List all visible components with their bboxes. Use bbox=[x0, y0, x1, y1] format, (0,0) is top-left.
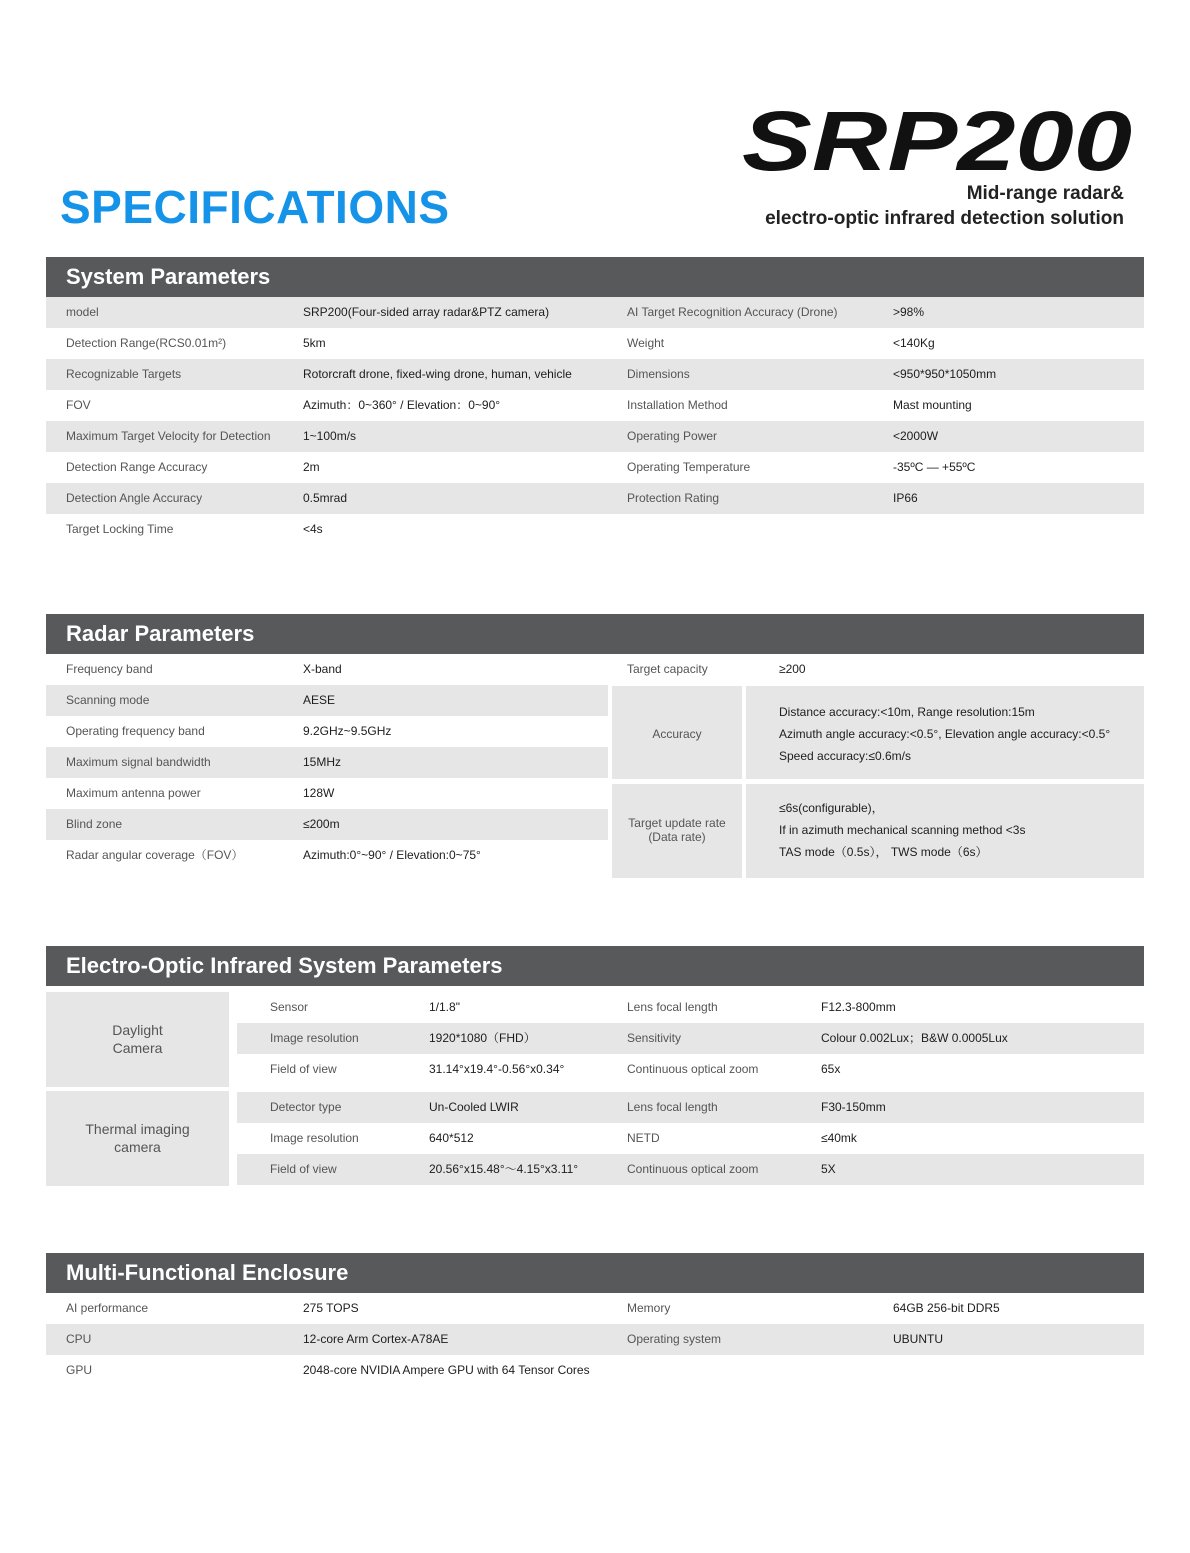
spec-value: 1~100m/s bbox=[303, 429, 357, 443]
spec-row bbox=[46, 809, 608, 840]
spec-value: ≤40mk bbox=[821, 1131, 857, 1145]
spec-value: 31.14°x19.4°-0.56°x0.34° bbox=[429, 1062, 565, 1076]
section-title: Radar Parameters bbox=[46, 614, 1144, 654]
spec-value: 15MHz bbox=[303, 755, 342, 769]
spec-label: Maximum Target Velocity for Detection bbox=[66, 429, 271, 443]
section-title: Electro-Optic Infrared System Parameters bbox=[46, 946, 1144, 986]
spec-label: Maximum signal bandwidth bbox=[66, 755, 211, 769]
spec-label: Detection Range(RCS0.01m²) bbox=[66, 336, 227, 350]
spec-label: Operating Temperature bbox=[627, 460, 751, 474]
spec-row bbox=[237, 1123, 1144, 1154]
spec-label: GPU bbox=[66, 1363, 93, 1377]
spec-value: 2048-core NVIDIA Ampere GPU with 64 Tensor Cores bbox=[303, 1363, 590, 1377]
spec-row bbox=[46, 359, 1144, 390]
spec-value: 12-core Arm Cortex-A78AE bbox=[303, 1332, 449, 1346]
spec-value: 1/1.8" bbox=[429, 1000, 460, 1014]
spec-value: X-band bbox=[303, 662, 342, 676]
thermal-camera-cell bbox=[46, 1091, 229, 1186]
thermal-camera-name: camera bbox=[114, 1139, 161, 1155]
spec-label: Dimensions bbox=[627, 367, 690, 381]
accuracy-label-cell bbox=[612, 686, 742, 779]
spec-value: Colour 0.002Lux；B&W 0.0005Lux bbox=[821, 1031, 1008, 1045]
spec-value: Azimuth：0~360° / Elevation：0~90° bbox=[303, 398, 501, 412]
update-rate-line: TAS mode（0.5s）， TWS mode（6s） bbox=[779, 845, 988, 859]
accuracy-line: Distance accuracy:<10m, Range resolution:15m bbox=[779, 705, 1035, 719]
spec-label: Scanning mode bbox=[66, 693, 150, 707]
spec-label: Recognizable Targets bbox=[66, 367, 182, 381]
spec-label: Image resolution bbox=[270, 1131, 359, 1145]
update-rate-lines bbox=[779, 797, 1025, 863]
thermal-camera-name: Thermal imaging bbox=[85, 1121, 190, 1137]
spec-label: Maximum antenna power bbox=[66, 786, 201, 800]
accuracy-label: Accuracy bbox=[652, 727, 702, 741]
spec-row bbox=[237, 1054, 1144, 1085]
radar-parameters-section bbox=[46, 614, 1144, 878]
spec-label: AI Target Recognition Accuracy (Drone) bbox=[627, 305, 838, 319]
spec-label: AI performance bbox=[66, 1301, 149, 1315]
spec-label: Blind zone bbox=[66, 817, 123, 831]
spec-value: 128W bbox=[303, 786, 335, 800]
spec-row bbox=[237, 1092, 1144, 1123]
spec-row bbox=[46, 1293, 1144, 1324]
subtitle bbox=[604, 181, 1124, 231]
spec-value: Rotorcraft drone, fixed-wing drone, human, vehicle bbox=[303, 367, 572, 381]
spec-label: Protection Rating bbox=[627, 491, 720, 505]
spec-row bbox=[46, 747, 608, 778]
spec-label: Continuous optical zoom bbox=[627, 1162, 759, 1176]
spec-value: 65x bbox=[821, 1062, 841, 1076]
spec-value: <950*950*1050mm bbox=[893, 367, 997, 381]
spec-label: Continuous optical zoom bbox=[627, 1062, 759, 1076]
spec-row bbox=[237, 1023, 1144, 1054]
spec-value: 9.2GHz~9.5GHz bbox=[303, 724, 392, 738]
spec-label: model bbox=[66, 305, 99, 319]
system-parameters-section bbox=[46, 257, 1144, 545]
spec-label: Lens focal length bbox=[627, 1100, 718, 1114]
spec-row bbox=[46, 716, 608, 747]
spec-label: Field of view bbox=[270, 1162, 337, 1176]
section-title: Multi-Functional Enclosure bbox=[46, 1253, 1144, 1293]
spec-label: Radar angular coverage（FOV） bbox=[66, 848, 244, 862]
spec-value: >98% bbox=[893, 305, 925, 319]
spec-value: <2000W bbox=[893, 429, 939, 443]
update-rate-line: If in azimuth mechanical scanning method <3s bbox=[779, 823, 1026, 837]
srp200-logo bbox=[742, 104, 1134, 184]
spec-row bbox=[46, 778, 608, 809]
enclosure-section bbox=[46, 1253, 1144, 1386]
spec-value: Un-Cooled LWIR bbox=[429, 1100, 519, 1114]
accuracy-line: Speed accuracy:≤0.6m/s bbox=[779, 749, 911, 763]
update-rate-label bbox=[612, 816, 742, 844]
spec-label: NETD bbox=[627, 1131, 660, 1145]
accuracy-value-cell bbox=[746, 686, 1144, 779]
logo-text: SRP200 bbox=[742, 104, 1132, 184]
spec-value: 64GB 256-bit DDR5 bbox=[893, 1301, 1000, 1315]
spec-value: 0.5mrad bbox=[303, 491, 348, 505]
spec-value: -35ºC — +55ºC bbox=[893, 460, 976, 474]
spec-value: IP66 bbox=[893, 491, 918, 505]
spec-label: CPU bbox=[66, 1332, 92, 1346]
spec-row bbox=[46, 421, 1144, 452]
update-rate-label-cell bbox=[612, 784, 742, 878]
target-capacity-value: ≥200 bbox=[779, 662, 806, 676]
daylight-camera-name: Camera bbox=[112, 1040, 163, 1056]
spec-row bbox=[46, 514, 1144, 545]
spec-value: 1920*1080（FHD） bbox=[429, 1031, 536, 1045]
subtitle-line-2: electro-optic infrared detection solution bbox=[765, 208, 1124, 229]
spec-label: Image resolution bbox=[270, 1031, 359, 1045]
target-capacity-label: Target capacity bbox=[627, 662, 708, 676]
spec-label: Detection Angle Accuracy bbox=[66, 491, 203, 505]
eo-ir-parameters-section bbox=[46, 946, 1144, 1186]
update-rate-line: ≤6s(configurable)， bbox=[779, 801, 884, 815]
spec-value: <140Kg bbox=[893, 336, 935, 350]
spec-value: 20.56°x15.48°～4.15°x3.11° bbox=[429, 1162, 579, 1176]
spec-row bbox=[46, 1355, 1144, 1386]
spec-label: Frequency band bbox=[66, 662, 153, 676]
spec-label: Installation Method bbox=[627, 398, 728, 412]
spec-value: 275 TOPS bbox=[303, 1301, 359, 1315]
spec-row bbox=[46, 390, 1144, 421]
spec-row bbox=[46, 483, 1144, 514]
spec-value: 2m bbox=[303, 460, 320, 474]
spec-label: Sensor bbox=[270, 1000, 309, 1014]
spec-row bbox=[237, 992, 1144, 1023]
spec-value: 640*512 bbox=[429, 1131, 474, 1145]
spec-value: ≤200m bbox=[303, 817, 340, 831]
spec-label: Weight bbox=[627, 336, 665, 350]
daylight-camera-name: Daylight bbox=[112, 1022, 163, 1038]
spec-label: Target Locking Time bbox=[66, 522, 174, 536]
page-title: SPECIFICATIONS bbox=[60, 181, 450, 233]
spec-label: Detection Range Accuracy bbox=[66, 460, 208, 474]
subtitle-line-1: Mid-range radar& bbox=[966, 183, 1124, 204]
spec-label: Operating Power bbox=[627, 429, 718, 443]
spec-row bbox=[46, 685, 608, 716]
spec-label: FOV bbox=[66, 398, 91, 412]
spec-value: AESE bbox=[303, 693, 336, 707]
spec-value: 5X bbox=[821, 1162, 836, 1176]
spec-row bbox=[46, 654, 608, 685]
update-rate-label-line: Target update rate bbox=[628, 816, 726, 830]
spec-value: 5km bbox=[303, 336, 326, 350]
spec-value: <4s bbox=[303, 522, 323, 536]
spec-value: UBUNTU bbox=[893, 1332, 943, 1346]
spec-label: Detector type bbox=[270, 1100, 342, 1114]
spec-row bbox=[46, 1324, 1144, 1355]
spec-row bbox=[46, 328, 1144, 359]
target-capacity-row bbox=[612, 654, 1144, 685]
update-rate-value-cell bbox=[746, 784, 1144, 878]
spec-label: Operating system bbox=[627, 1332, 722, 1346]
accuracy-line: Azimuth angle accuracy:<0.5°, Elevation angle accuracy:<0.5° bbox=[779, 727, 1111, 741]
spec-value: SRP200(Four-sided array radar&PTZ camera) bbox=[303, 305, 550, 319]
spec-label: Field of view bbox=[270, 1062, 337, 1076]
accuracy-lines bbox=[779, 701, 1110, 767]
spec-label: Lens focal length bbox=[627, 1000, 718, 1014]
spec-row bbox=[237, 1154, 1144, 1185]
spec-label: Memory bbox=[627, 1301, 671, 1315]
spec-value: Mast mounting bbox=[893, 398, 972, 412]
spec-value: F12.3-800mm bbox=[821, 1000, 896, 1014]
spec-row bbox=[46, 840, 608, 871]
spec-row bbox=[46, 452, 1144, 483]
spec-row bbox=[46, 297, 1144, 328]
update-rate-label-line: (Data rate) bbox=[648, 830, 706, 844]
spec-label: Sensitivity bbox=[627, 1031, 682, 1045]
section-title: System Parameters bbox=[46, 257, 1144, 297]
spec-value: F30-150mm bbox=[821, 1100, 886, 1114]
spec-value: Azimuth:0°~90° / Elevation:0~75° bbox=[303, 848, 481, 862]
daylight-camera-cell bbox=[46, 992, 229, 1087]
spec-label: Operating frequency band bbox=[66, 724, 205, 738]
